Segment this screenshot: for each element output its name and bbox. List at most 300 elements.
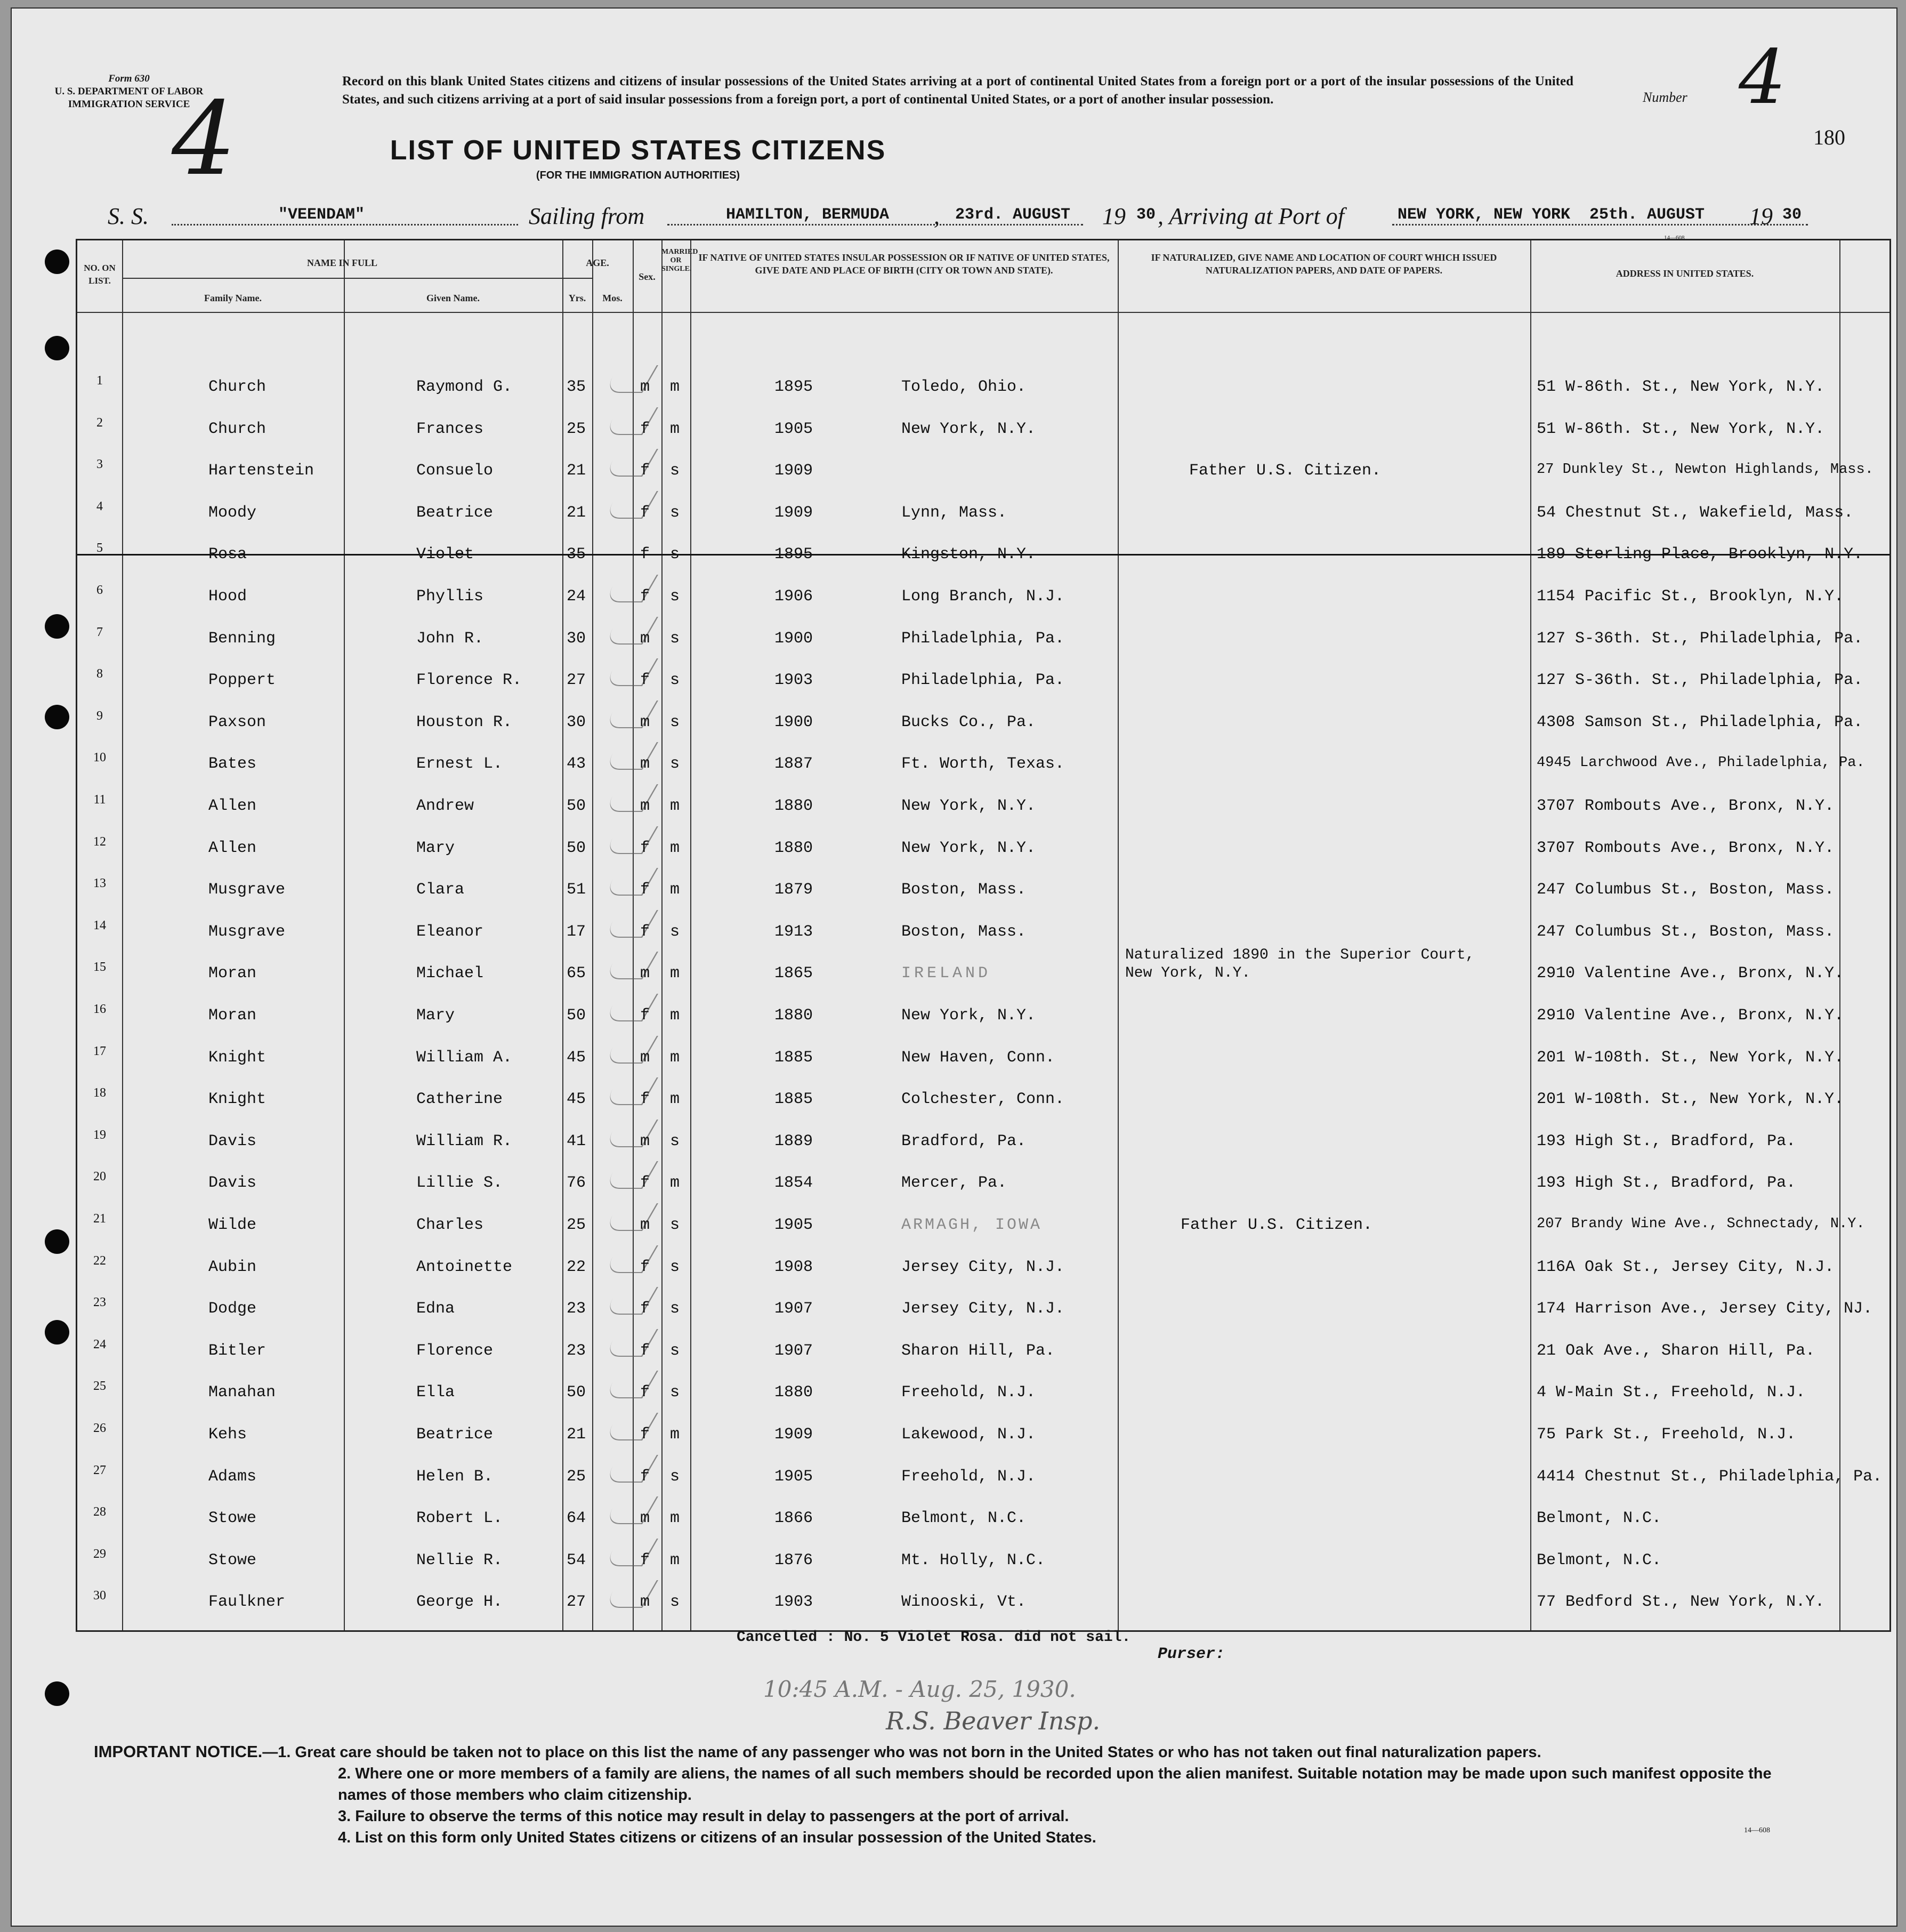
voyage-line: S. S. "VEENDAM" Sailing from HAMILTON, BERMUDA , 23rd. AUGUST 19 30 , Arriving at Port of NEW YORK, NEW YORK 25th. AUGUST 19 30 — [12, 196, 1896, 234]
table-row — [77, 358, 1889, 400]
table-cell: John R. — [416, 629, 484, 648]
table-cell: Knight — [208, 1048, 266, 1067]
table-cell: 4 W-Main St., Freehold, N.J. — [1537, 1383, 1806, 1402]
strike-line — [77, 554, 1889, 556]
table-cell: Bucks Co., Pa. — [901, 713, 1036, 731]
table-row — [77, 860, 1889, 903]
table-cell: Bates — [208, 755, 257, 774]
table-row — [77, 1405, 1889, 1447]
check-mark — [603, 449, 658, 477]
table-cell: f — [640, 1090, 650, 1109]
col-no-header: NO. ON LIST. — [84, 263, 116, 286]
table-row — [77, 1196, 1889, 1238]
table-cell: s — [670, 1383, 680, 1402]
table-cell: 21 — [567, 503, 586, 522]
table-cell: m — [640, 378, 650, 396]
table-cell: 189 Sterling Place, Brooklyn, N.Y. — [1537, 545, 1863, 564]
table-cell: 1879 — [774, 881, 813, 899]
table-cell: 1895 — [774, 545, 813, 564]
col-yrs-header: Yrs. — [568, 293, 586, 303]
table-cell: Davis — [208, 1132, 257, 1150]
table-cell: Raymond G. — [416, 378, 513, 396]
table-cell: New York, N.Y. — [901, 797, 1036, 815]
table-cell: s — [670, 503, 680, 522]
notice-item-4: 4. List on this form only United States citizens or citizens of an insular possession of the United States. — [338, 1829, 1096, 1846]
table-cell: m — [670, 420, 680, 438]
check-mark — [603, 1496, 658, 1524]
table-cell: 8 — [96, 667, 103, 681]
table-cell: 22 — [93, 1253, 106, 1268]
number-label: Number — [1643, 90, 1687, 105]
table-cell: 1907 — [774, 1341, 813, 1360]
table-cell: 3707 Rombouts Ave., Bronx, N.Y. — [1537, 797, 1835, 815]
table-cell: 1885 — [774, 1090, 813, 1109]
table-cell: m — [640, 1216, 650, 1234]
table-cell: 23 — [567, 1300, 586, 1318]
table-cell: 21 — [93, 1212, 106, 1226]
table-cell: Jersey City, N.J. — [901, 1300, 1065, 1318]
table-cell: Phyllis — [416, 587, 484, 606]
department-line: U. S. DEPARTMENT OF LABOR — [54, 86, 204, 97]
table-cell: 247 Columbus St., Boston, Mass. — [1537, 881, 1835, 899]
handwritten-left-number: 4 — [172, 80, 236, 198]
table-cell: s — [670, 1593, 680, 1612]
table-cell: Edna — [416, 1300, 455, 1318]
table-cell: 54 — [567, 1551, 586, 1569]
table-rule — [77, 312, 1889, 313]
ss-label: S. S. — [108, 203, 149, 229]
table-cell: 1885 — [774, 1048, 813, 1067]
check-mark — [603, 910, 658, 938]
table-row — [77, 1322, 1889, 1364]
table-cell: 25 — [567, 1467, 586, 1486]
table-cell: m — [640, 1048, 650, 1067]
table-cell: m — [640, 964, 650, 983]
table-cell: 21 — [567, 462, 586, 480]
table-cell: 1903 — [774, 671, 813, 690]
col-birth-header: IF NATIVE OF UNITED STATES INSULAR POSSESSION OR IF NATIVE OF UNITED STATES, GIVE DATE AND PLACE OF BIRTH (CITY OR TOWN AND STATE). — [698, 252, 1110, 276]
dotted-rule — [172, 224, 518, 226]
table-cell: 1887 — [774, 755, 813, 774]
table-cell: 21 Oak Ave., Sharon Hill, Pa. — [1537, 1341, 1815, 1360]
table-cell: m — [640, 797, 650, 815]
table-cell: 21 — [567, 1426, 586, 1444]
table-cell: 54 Chestnut St., Wakefield, Mass. — [1537, 503, 1854, 522]
table-cell: Florence — [416, 1341, 494, 1360]
table-row — [77, 1573, 1889, 1615]
table-cell: 51 W-86th. St., New York, N.Y. — [1537, 420, 1825, 438]
table-cell: 1880 — [774, 1383, 813, 1402]
table-cell: 207 Brandy Wine Ave., Schnectady, N.Y. — [1537, 1216, 1865, 1232]
check-mark — [603, 1203, 658, 1231]
manifest-sheet — [11, 7, 1897, 1927]
table-cell: 30 — [93, 1589, 106, 1603]
table-cell: Knight — [208, 1090, 266, 1109]
table-row — [77, 609, 1889, 651]
table-cell: 10 — [93, 751, 106, 765]
table-cell: Nellie R. — [416, 1551, 503, 1569]
table-cell: 1900 — [774, 629, 813, 648]
table-cell: Musgrave — [208, 922, 286, 941]
col-name-header: NAME IN FULL — [306, 257, 377, 268]
handwritten-inspector: R.S. Beaver Insp. — [886, 1706, 1101, 1735]
table-cell: Wilde — [208, 1216, 257, 1234]
table-cell: m — [640, 1509, 650, 1528]
table-cell: Aubin — [208, 1258, 257, 1276]
table-cell: Dodge — [208, 1300, 257, 1318]
table-cell: 19 — [93, 1128, 106, 1142]
table-cell: f — [640, 922, 650, 941]
table-cell: Charles — [416, 1216, 484, 1234]
table-cell: Robert L. — [416, 1509, 503, 1528]
table-cell: Freehold, N.J. — [901, 1467, 1036, 1486]
table-cell: Winooski, Vt. — [901, 1593, 1027, 1612]
check-mark — [603, 491, 658, 519]
table-cell: 3707 Rombouts Ave., Bronx, N.Y. — [1537, 839, 1835, 857]
table-cell: New York, N.Y. — [901, 420, 1036, 438]
table-cell: f — [640, 587, 650, 606]
table-cell: George H. — [416, 1593, 503, 1612]
col-sex-header: Sex. — [639, 271, 656, 282]
table-row-cancelled — [77, 525, 1889, 567]
check-mark — [603, 742, 658, 770]
table-cell: 127 S-36th. St., Philadelphia, Pa. — [1537, 671, 1863, 690]
table-cell: f — [640, 462, 650, 480]
table-cell: m — [670, 881, 680, 899]
table-cell: Allen — [208, 839, 257, 857]
table-row — [77, 1028, 1889, 1070]
table-cell: Church — [208, 420, 266, 438]
col-given-header: Given Name. — [426, 293, 480, 303]
table-cell: 1 — [96, 374, 103, 388]
table-cell: 1905 — [774, 420, 813, 438]
table-cell: Stowe — [208, 1551, 257, 1569]
table-cell: 14 — [93, 918, 106, 932]
table-row — [77, 484, 1889, 526]
table-cell: Bitler — [208, 1341, 266, 1360]
cancellation-note: Cancelled : No. 5 Violet Rosa. did not sail. — [737, 1629, 1131, 1646]
table-cell: Mary — [416, 839, 455, 857]
table-cell: 35 — [567, 545, 586, 564]
table-cell: Mt. Holly, N.C. — [901, 1551, 1046, 1569]
table-cell: m — [640, 713, 650, 731]
table-row — [77, 986, 1889, 1028]
table-cell: 1909 — [774, 503, 813, 522]
table-cell: Ernest L. — [416, 755, 503, 774]
table-cell: 1909 — [774, 462, 813, 480]
col-naturalized-header: IF NATURALIZED, GIVE NAME AND LOCATION OF COURT WHICH ISSUED NATURALIZATION PAPERS, AND DATE OF PAPERS. — [1151, 252, 1497, 276]
punch-hole — [45, 336, 69, 360]
table-cell: f — [640, 839, 650, 857]
table-cell: 174 Harrison Ave., Jersey City, NJ. — [1537, 1300, 1873, 1318]
check-mark — [603, 1329, 658, 1357]
table-cell: Lynn, Mass. — [901, 503, 1007, 522]
table-cell: f — [640, 1007, 650, 1025]
table-cell: m — [670, 1174, 680, 1193]
table-cell: 27 — [567, 671, 586, 690]
print-code-bottom: 14—608 — [1744, 1826, 1770, 1834]
table-cell: Manahan — [208, 1383, 276, 1402]
table-cell: f — [640, 881, 650, 899]
table-cell: 18 — [93, 1086, 106, 1100]
table-cell: f — [640, 1426, 650, 1444]
table-cell: 26 — [93, 1421, 106, 1435]
col-married-header: MARRIED OR SINGLE. — [661, 248, 698, 273]
table-cell: 1865 — [774, 964, 813, 983]
handwritten-time: 10:45 A.M. - Aug. 25, 1930. — [763, 1676, 1076, 1702]
table-cell: 30 — [567, 629, 586, 648]
table-cell: 1880 — [774, 797, 813, 815]
table-cell: Beatrice — [416, 503, 494, 522]
table-row — [77, 777, 1889, 819]
table-cell: Moran — [208, 1007, 257, 1025]
table-cell: Church — [208, 378, 266, 396]
table-cell: 201 W-108th. St., New York, N.Y. — [1537, 1090, 1844, 1109]
notice-item-2: 2. Where one or more members of a family are aliens, the names of all such members should be recorded upon the alien manifest. Suitable notation may be made upon such manifest opposite the names of those members who claim citizenship. — [338, 1765, 1772, 1804]
table-row — [77, 400, 1889, 442]
table-row — [77, 1363, 1889, 1405]
table-cell: 4 — [96, 499, 103, 513]
table-cell: Andrew — [416, 797, 474, 815]
arrival-port: NEW YORK, NEW YORK — [1398, 206, 1571, 224]
table-cell: 4945 Larchwood Ave., Philadelphia, Pa. — [1537, 755, 1865, 771]
table-cell: 12 — [93, 834, 106, 849]
check-mark — [603, 1287, 658, 1315]
table-cell: Adams — [208, 1467, 257, 1486]
table-cell: 27 — [93, 1463, 106, 1477]
check-mark — [603, 1539, 658, 1566]
check-mark — [603, 575, 658, 602]
table-cell: 50 — [567, 839, 586, 857]
table-cell: New York, N.Y. — [901, 839, 1036, 857]
punch-hole — [45, 1681, 69, 1706]
table-cell: 77 Bedford St., New York, N.Y. — [1537, 1593, 1825, 1612]
print-code: 14—608 — [1664, 235, 1685, 241]
table-cell: Sharon Hill, Pa. — [901, 1341, 1055, 1360]
number-value: 4 — [1739, 34, 1787, 121]
page-title: LIST OF UNITED STATES CITIZENS — [390, 135, 886, 166]
table-cell: Paxson — [208, 713, 266, 731]
punch-hole — [45, 614, 69, 639]
table-cell: 1913 — [774, 922, 813, 941]
table-cell: IRELAND — [901, 964, 991, 983]
check-mark — [603, 994, 658, 1021]
table-cell: 1906 — [774, 587, 813, 606]
table-cell: New York, N.Y. — [901, 1007, 1036, 1025]
table-cell: Lakewood, N.J. — [901, 1426, 1036, 1444]
record-instructions: Record on this blank United States citizens and citizens of insular possessions of the United States arriving at a port of continental United States from a foreign port or a port of the insular possessions of the United States, and such citizens arriving at a port of said insular possessions from a foreign port, a port of continental United States, or a port of another insular possession. — [342, 74, 1573, 107]
table-cell: 1903 — [774, 1593, 813, 1612]
table-cell: f — [640, 1383, 650, 1402]
table-cell: m — [670, 1426, 680, 1444]
table-cell: Ft. Worth, Texas. — [901, 755, 1065, 774]
check-mark — [603, 617, 658, 645]
table-cell: 22 — [567, 1258, 586, 1276]
table-row — [77, 651, 1889, 693]
table-cell: s — [670, 1258, 680, 1276]
check-mark — [603, 1036, 658, 1064]
table-cell: 1880 — [774, 1007, 813, 1025]
table-cell: 50 — [567, 797, 586, 815]
table-cell: f — [640, 1258, 650, 1276]
table-cell: f — [640, 503, 650, 522]
table-cell: Musgrave — [208, 881, 286, 899]
table-cell: f — [640, 1341, 650, 1360]
table-cell: William A. — [416, 1048, 513, 1067]
table-cell: Colchester, Conn. — [901, 1090, 1065, 1109]
table-cell: Catherine — [416, 1090, 503, 1109]
table-cell: f — [640, 1467, 650, 1486]
table-cell: Lillie S. — [416, 1174, 503, 1193]
check-mark — [603, 1455, 658, 1483]
table-cell: Long Branch, N.J. — [901, 587, 1065, 606]
table-cell: Mary — [416, 1007, 455, 1025]
table-cell: s — [670, 1467, 680, 1486]
dotted-rule — [1392, 224, 1808, 226]
table-cell: s — [670, 713, 680, 731]
table-cell: s — [670, 629, 680, 648]
check-mark — [603, 407, 658, 435]
table-cell: 50 — [567, 1007, 586, 1025]
table-cell: 43 — [567, 755, 586, 774]
table-cell: s — [670, 1341, 680, 1360]
table-cell: Poppert — [208, 671, 276, 690]
table-cell: 1895 — [774, 378, 813, 396]
table-cell: m — [640, 1132, 650, 1150]
arrival-date: 25th. AUGUST — [1589, 206, 1705, 224]
page-subtitle: (FOR THE IMMIGRATION AUTHORITIES) — [536, 170, 740, 181]
table-cell: s — [670, 922, 680, 941]
table-cell: m — [640, 629, 650, 648]
table-cell: 116A Oak St., Jersey City, N.J. — [1537, 1258, 1835, 1276]
table-cell: Father U.S. Citizen. — [1189, 462, 1382, 480]
table-cell: m — [670, 1509, 680, 1528]
check-mark — [603, 701, 658, 728]
form-number: Form 630 — [108, 73, 150, 84]
table-cell: 193 High St., Bradford, Pa. — [1537, 1174, 1796, 1193]
table-cell: s — [670, 1216, 680, 1234]
table-cell: ARMAGH, IOWA — [901, 1216, 1043, 1234]
table-cell: 6 — [96, 583, 103, 597]
sailing-date: 23rd. AUGUST — [955, 206, 1071, 224]
table-cell: 1880 — [774, 839, 813, 857]
service-line: IMMIGRATION SERVICE — [68, 99, 190, 110]
table-row — [77, 693, 1889, 735]
check-mark — [603, 826, 658, 854]
table-cell: 3 — [96, 457, 103, 472]
arriving-label: , Arriving at Port of — [1158, 203, 1344, 229]
table-cell: 23 — [93, 1295, 106, 1310]
punch-hole — [45, 1320, 69, 1345]
table-cell: 1908 — [774, 1258, 813, 1276]
col-address-header: ADDRESS IN UNITED STATES. — [1616, 268, 1754, 279]
table-cell: 17 — [93, 1044, 106, 1058]
table-cell: 29 — [93, 1547, 106, 1561]
table-cell: s — [670, 1132, 680, 1150]
table-cell: 27 Dunkley St., Newton Highlands, Mass. — [1537, 462, 1873, 478]
table-cell: 1876 — [774, 1551, 813, 1569]
check-mark — [603, 952, 658, 979]
important-notice — [94, 1741, 1810, 1848]
table-cell: Helen B. — [416, 1467, 494, 1486]
check-mark — [603, 1371, 658, 1398]
table-cell: 2910 Valentine Ave., Bronx, N.Y. — [1537, 964, 1844, 983]
punch-hole — [45, 1229, 69, 1254]
table-cell: 1907 — [774, 1300, 813, 1318]
table-cell: Moody — [208, 503, 257, 522]
table-cell: Eleanor — [416, 922, 484, 941]
table-row — [77, 819, 1889, 861]
table-cell: m — [670, 1090, 680, 1109]
table-cell: Beatrice — [416, 1426, 494, 1444]
table-cell: Boston, Mass. — [901, 881, 1027, 899]
table-cell: f — [640, 1174, 650, 1193]
table-cell: 50 — [567, 1383, 586, 1402]
table-cell: s — [670, 587, 680, 606]
table-cell: s — [670, 671, 680, 690]
table-cell: Philadelphia, Pa. — [901, 629, 1065, 648]
table-cell: 247 Columbus St., Boston, Mass. — [1537, 922, 1835, 941]
check-mark — [603, 1077, 658, 1105]
passenger-table — [76, 239, 1891, 1632]
table-cell: m — [670, 1007, 680, 1025]
table-row — [77, 1447, 1889, 1490]
table-cell: 64 — [567, 1509, 586, 1528]
table-rule — [122, 278, 592, 279]
table-cell: 11 — [93, 793, 106, 807]
table-cell: 24 — [93, 1337, 106, 1351]
table-cell: 4308 Samson St., Philadelphia, Pa. — [1537, 713, 1863, 731]
table-row — [77, 1489, 1889, 1531]
table-cell: 1909 — [774, 1426, 813, 1444]
col-age-header: AGE. — [586, 257, 609, 268]
table-cell: m — [640, 755, 650, 774]
table-cell: Antoinette — [416, 1258, 513, 1276]
table-row — [77, 944, 1889, 986]
table-cell: 76 — [567, 1174, 586, 1193]
table-cell: Naturalized 1890 in the Superior Court, New York, N.Y. — [1125, 947, 1475, 982]
table-cell: 9 — [96, 709, 103, 723]
table-cell: Frances — [416, 420, 484, 438]
punch-hole — [45, 249, 69, 274]
table-cell: 1866 — [774, 1509, 813, 1528]
check-mark — [603, 1580, 658, 1608]
sailing-port: HAMILTON, BERMUDA — [726, 206, 890, 224]
table-cell: Violet — [416, 545, 474, 564]
table-cell: Father U.S. Citizen. — [1181, 1216, 1373, 1234]
table-cell: 25 — [93, 1379, 106, 1394]
table-row — [77, 1112, 1889, 1154]
table-row — [77, 441, 1889, 484]
table-cell: 1905 — [774, 1467, 813, 1486]
table-cell: Kingston, N.Y. — [901, 545, 1036, 564]
table-cell: 1900 — [774, 713, 813, 731]
table-cell: Allen — [208, 797, 257, 815]
table-row — [77, 1279, 1889, 1322]
table-cell: 23 — [567, 1341, 586, 1360]
table-cell: 1154 Pacific St., Brooklyn, N.Y. — [1537, 587, 1844, 606]
table-cell: 4414 Chestnut St., Philadelphia, Pa. — [1537, 1467, 1883, 1486]
table-cell: Jersey City, N.J. — [901, 1258, 1065, 1276]
table-cell: m — [670, 839, 680, 857]
check-mark — [603, 658, 658, 686]
col-mos-header: Mos. — [602, 293, 623, 303]
table-cell: 1905 — [774, 1216, 813, 1234]
table-cell: Hood — [208, 587, 247, 606]
table-cell: 2910 Valentine Ave., Bronx, N.Y. — [1537, 1007, 1844, 1025]
table-cell: Bradford, Pa. — [901, 1132, 1027, 1150]
table-cell: m — [670, 1551, 680, 1569]
